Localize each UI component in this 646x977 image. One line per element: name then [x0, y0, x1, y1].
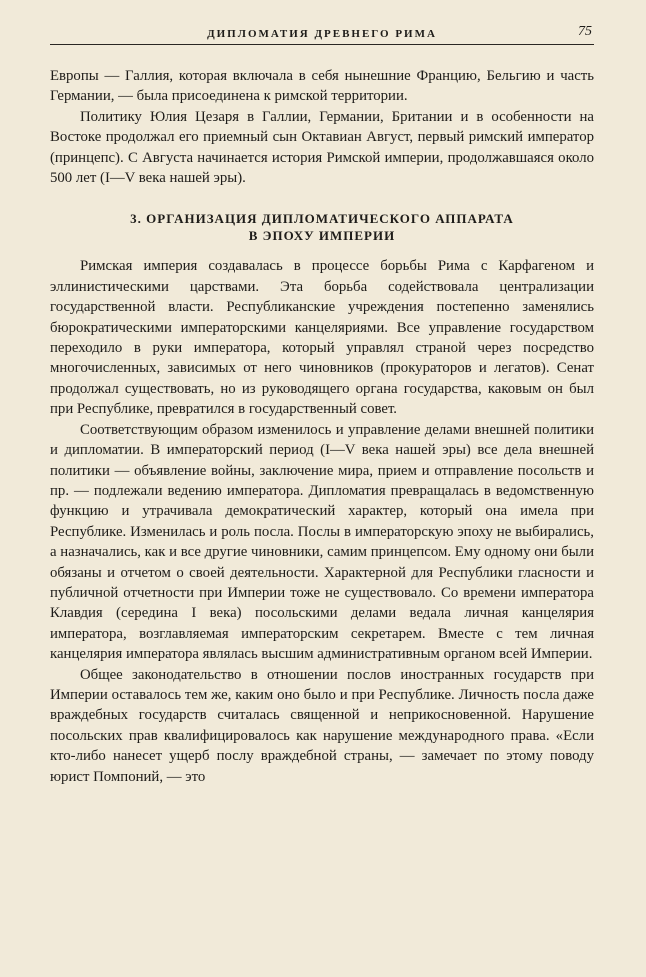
paragraph: Соответствующим образом изменилось и управление делами внешней политики и дипломатии. В императорский период (I—V века нашей эры) все дела внешней политики — объявление войны, заключение мира, прием и отправление посольств и пр. — подлежали ведению императора. Дипломатия превращалась в ведомственную функцию и утрачивала демократический характер, который она имела при Республике. Изменилась и роль посла. Послы в императорскую эпоху не выбирались, а назначались, как и все другие чиновники, самим принцепсом. Ему одному они были обязаны и отчетом о своей деятельности. Характерной для Республики гласности и публичной отчетности при Империи тоже не существовало. Со времени императора Клавдия (середина I века) посольскими делами ведала личная канцелярия императора, возглавляемая императорским секретарем. Вместе с тем личная канцелярия императора являлась высшим административным органом всей Империи.: [50, 421, 594, 663]
section-heading: [50, 210, 594, 244]
section-heading-line: 3. ОРГАНИЗАЦИЯ ДИПЛОМАТИЧЕСКОГО АППАРАТА: [130, 211, 514, 227]
running-title: ДИПЛОМАТИЯ ДРЕВНЕГО РИМА: [207, 28, 437, 40]
running-header: [50, 24, 594, 45]
paragraph-continuation: Европы — Галлия, которая включала в себя нынешние Францию, Бельгию и часть Германии, — была присоединена к римской территории.: [50, 68, 594, 105]
page-number: 75: [578, 24, 592, 39]
paragraph: Общее законодательство в отношении послов иностранных государств при Империи оставалось тем же, каким оно было и при Республике. Личность посла даже враждебных государств считалась священной и неприкосновенной. Нарушение посольских прав квалифицировалось как нарушение международного права. «Если кто-либо нанесет ущерб послу враждебной страны, — замечает по этому поводу юрист Помпоний, — это: [50, 666, 594, 785]
body-text: [50, 66, 594, 787]
section-heading-line: В ЭПОХУ ИМПЕРИИ: [248, 228, 396, 244]
paragraph: Политику Юлия Цезаря в Галлии, Германии, Британии и в особенности на Востоке продолжал его приемный сын Октавиан Август, первый римский император (принцепс). С Августа начинается история Римской империи, продолжавшаяся около 500 лет (I—V века нашей эры).: [50, 108, 594, 187]
paragraph: Римская империя создавалась в процессе борьбы Рима с Карфагеном и эллинистическими царствами. Эта борьба содействовала централизации государственной власти. Республиканские учреждения постепенно заменялись бюрократическими императорскими канцеляриями. Все управление государством переходило в руки императора, который управлял страной через посредство многочисленных, зависимых от него чиновников (прокураторов и легатов). Сенат продолжал существовать, но из руководящего органа государства, каковым он был при Республике, превратился в государственный совет.: [50, 258, 594, 418]
